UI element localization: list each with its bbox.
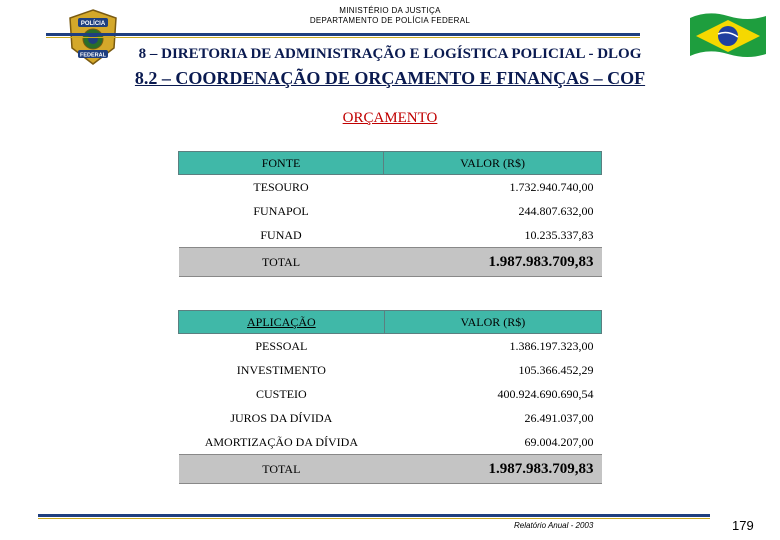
row-value: 1.732.940.740,00 (509, 179, 594, 194)
badge-top-text: POLÍCIA (80, 21, 106, 27)
footer-rule (38, 514, 710, 517)
footer-rule-gold (38, 518, 710, 519)
table-row (179, 334, 602, 359)
row-label: JUROS DA DÍVIDA (230, 410, 333, 425)
row-label: FUNAD (260, 227, 302, 242)
table-row (179, 406, 602, 430)
header-rule-gold (46, 37, 640, 38)
applications-table (178, 310, 602, 484)
table-row (179, 358, 602, 382)
table-row (179, 223, 602, 248)
column-header-application: APLICAÇÃO (179, 311, 385, 334)
header-rule (46, 33, 640, 36)
badge-bottom-text: FEDERAL (80, 52, 106, 59)
row-label: CUSTEIO (256, 386, 307, 401)
row-value: 26.491.037,00 (524, 410, 594, 425)
row-label: AMORTIZAÇÃO DA DÍVIDA (204, 434, 358, 449)
footer-report-title: Relatório Anual - 2003 (514, 521, 594, 530)
column-header-value: VALOR (R$) (384, 152, 602, 175)
total-value: 1.987.983.709,83 (384, 455, 601, 484)
row-label: PESSOAL (255, 338, 308, 353)
table-row (179, 175, 602, 200)
sources-table (178, 151, 602, 277)
row-value: 244.807.632,00 (518, 203, 594, 218)
row-label: TESOURO (253, 179, 309, 194)
table-header-row (179, 152, 602, 175)
column-header-source: FONTE (179, 152, 384, 175)
table-header-row (179, 311, 602, 334)
table-row (179, 430, 602, 455)
total-value: 1.987.983.709,83 (384, 248, 602, 277)
row-label: FUNAPOL (253, 203, 309, 218)
row-value: 10.235.337,83 (524, 227, 594, 242)
table-row (179, 382, 602, 406)
department-name: DEPARTAMENTO DE POLÍCIA FEDERAL (309, 16, 471, 25)
page-heading: ORÇAMENTO (342, 110, 438, 126)
total-label: TOTAL (179, 455, 385, 484)
row-value: 69.004.207,00 (524, 434, 594, 449)
table-row (179, 199, 602, 223)
row-value: 105.366.452,29 (518, 362, 594, 377)
page-number: 179 (732, 518, 754, 533)
row-value: 400.924.690.690,54 (497, 386, 594, 401)
row-value: 1.386.197.323,00 (509, 338, 594, 353)
section-title: 8 – DIRETORIA DE ADMINISTRAÇÃO E LOGÍSTICA POLICIAL - DLOG (138, 46, 642, 62)
total-row (179, 248, 602, 277)
column-header-value: VALOR (R$) (384, 311, 601, 334)
row-label: INVESTIMENTO (236, 362, 326, 377)
total-label: TOTAL (179, 248, 384, 277)
total-row (179, 455, 602, 484)
section-subtitle: 8.2 – COORDENAÇÃO DE ORÇAMENTO E FINANÇAS – COF (134, 68, 646, 88)
ministry-name: MINISTÉRIO DA JUSTIÇA (339, 6, 441, 15)
